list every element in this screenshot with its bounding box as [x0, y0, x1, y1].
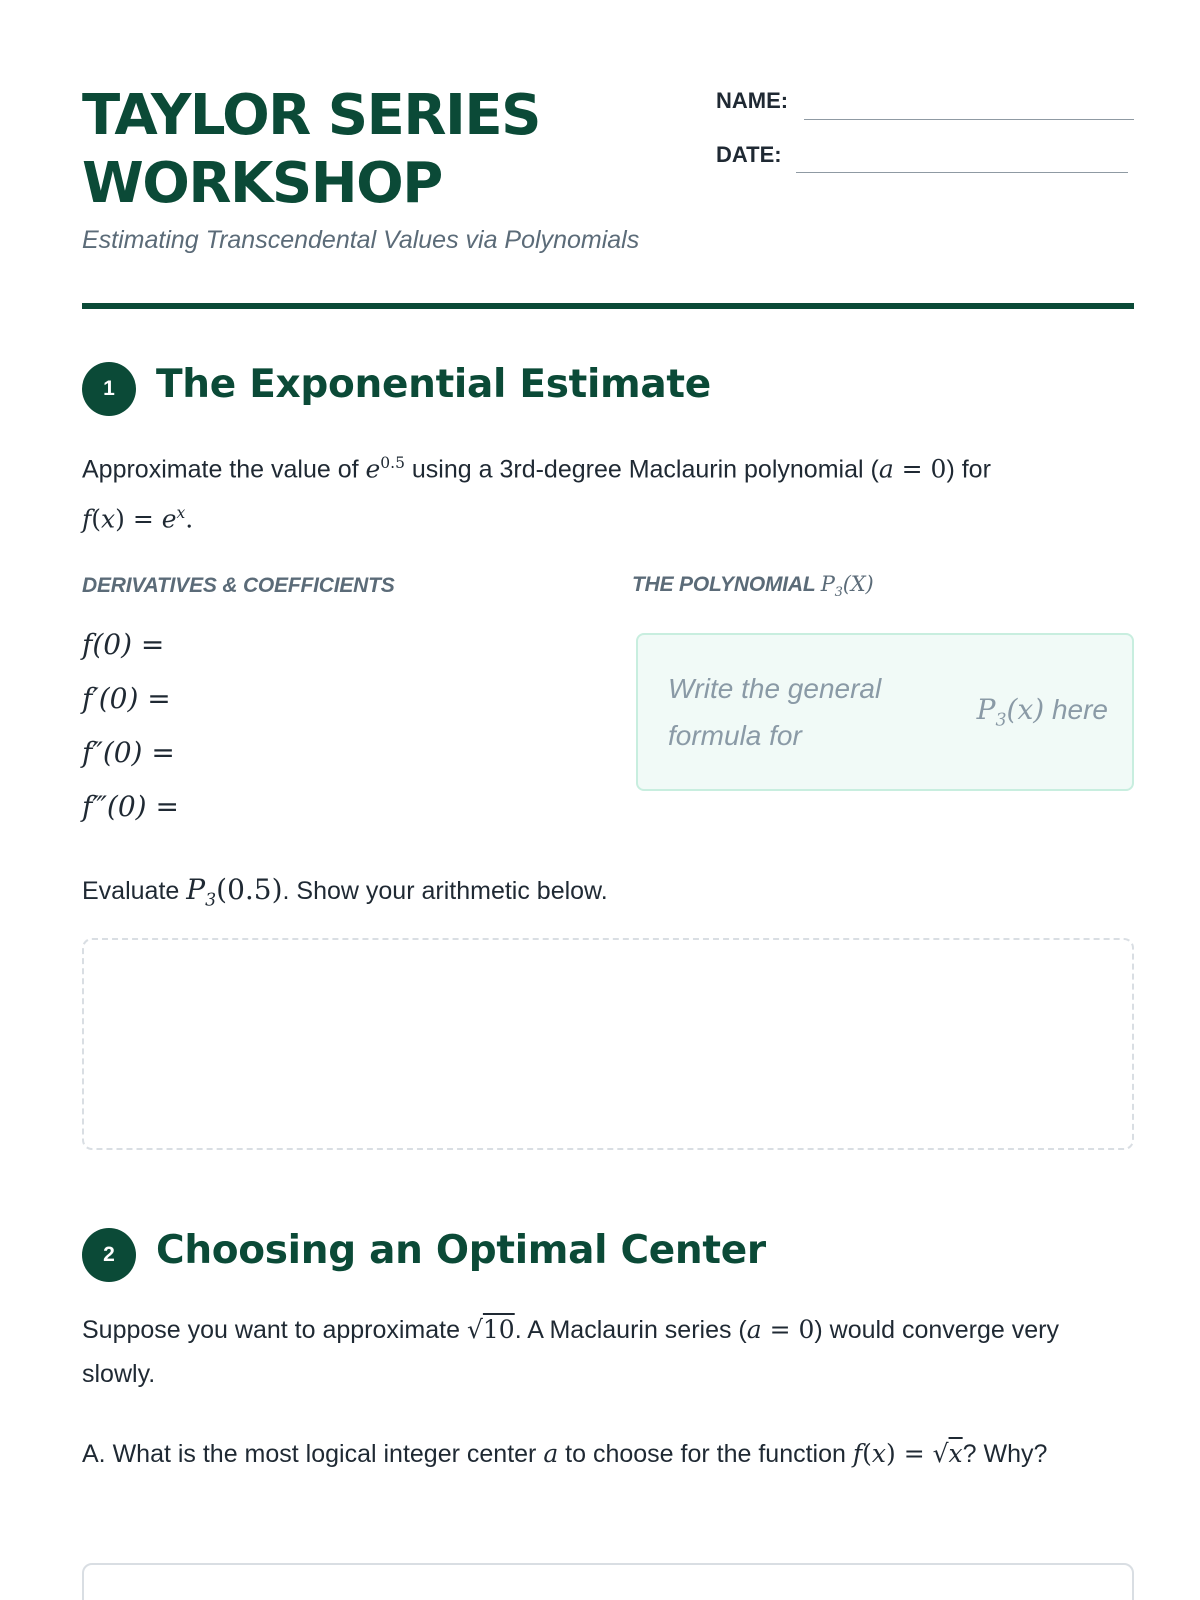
section-2-number-badge: 2 — [82, 1228, 136, 1282]
derivative-f2: f″(0) = — [82, 736, 175, 769]
section-1-title: The Exponential Estimate — [156, 362, 711, 407]
polynomial-answer-box[interactable] — [636, 633, 1134, 791]
section-1-number-badge: 1 — [82, 362, 136, 416]
evaluate-instruction: Evaluate $P_3(0.5)$. Show your arithmetic below. — [82, 873, 608, 911]
question-a-answer-box[interactable] — [82, 1563, 1134, 1600]
name-field[interactable] — [804, 119, 1134, 120]
polynomial-heading: THE POLYNOMIAL $P_3(X)$ — [632, 572, 874, 601]
section-2-intro: Suppose you want to approximate √10. A Maclaurin series (a = 0) would converge very slowly. — [82, 1315, 1059, 1388]
header-divider — [82, 303, 1134, 309]
section-2-title: Choosing an Optimal Center — [156, 1228, 766, 1273]
polynomial-prompt: Write the general formula for — [668, 673, 882, 751]
page-subtitle: Estimating Transcendental Values via Polynomials — [82, 226, 640, 254]
date-label: DATE: — [716, 142, 782, 167]
title-line-2: WORKSHOP — [82, 151, 442, 216]
title-line-1: TAYLOR SERIES — [82, 83, 540, 148]
question-a: A. What is the most logical integer center a to choose for the function f(x) = √x? Why? — [82, 1439, 1048, 1468]
section-1-intro: Approximate the value of $e^{0.5}$ using a 3rd-degree Maclaurin polynomial (a = 0) for $f(x) = e^x$. — [82, 454, 991, 534]
date-field[interactable] — [796, 172, 1128, 173]
derivatives-heading: DERIVATIVES & COEFFICIENTS — [82, 574, 395, 597]
derivative-f0: f(0) = — [82, 628, 165, 661]
arithmetic-work-area[interactable] — [82, 938, 1134, 1150]
derivative-f1: f′(0) = — [82, 682, 171, 715]
derivative-f3: f‴(0) = — [82, 790, 179, 823]
name-label: NAME: — [716, 88, 789, 113]
polynomial-prompt-suffix: $P_3(x)$ here — [976, 693, 1108, 731]
page-title — [82, 82, 702, 218]
worksheet-page — [82, 0, 1134, 1600]
